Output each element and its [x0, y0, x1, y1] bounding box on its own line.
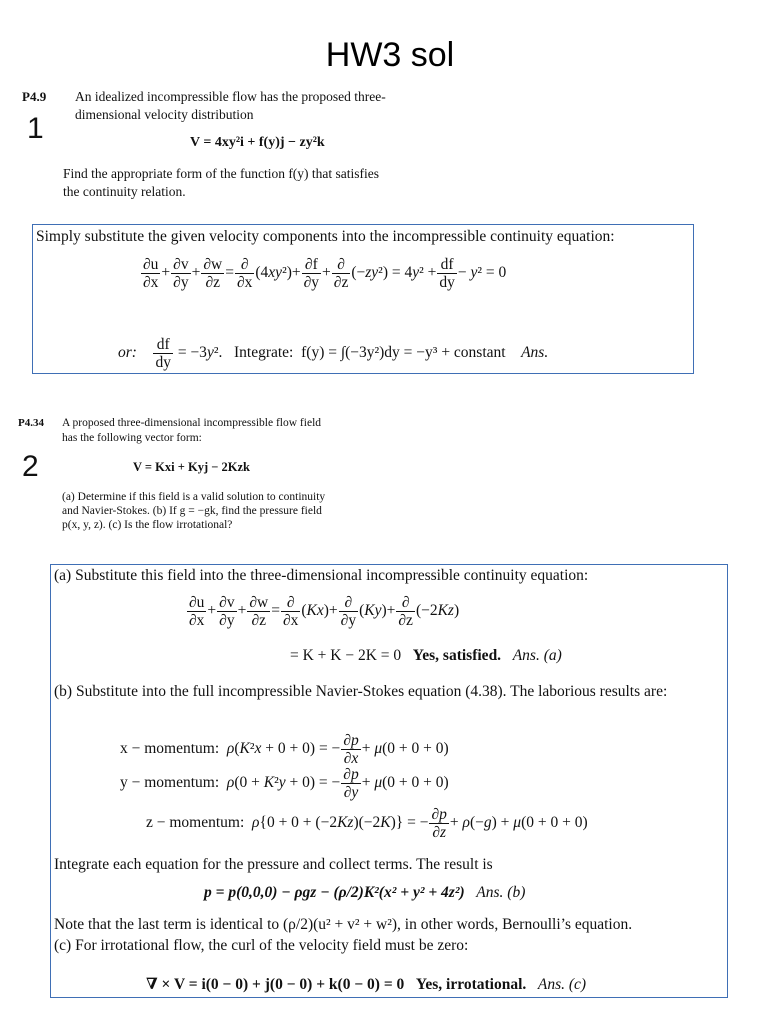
problem-number: P4.34	[18, 417, 44, 429]
problem-text: A proposed three-dimensional incompressible flow field has the following vector form:	[62, 417, 322, 444]
solution-intro: Simply substitute the given velocity components into the incompressible continuity equation:	[36, 228, 615, 245]
velocity-field: V = 4xy²i + f(y)j − zy²k	[190, 135, 325, 150]
continuity-check: $\frac{\partial u}{\partial x}$ + $\frac{\partial v}{\partial y}$ + $\frac{\partial w}{\partial z}$ = $\frac{\partial}{\partial x}$ (Kx)+ $\frac{\partial}{\partial y}$ (Ky)+ $\frac{\partial}{\partial z}$ (−2Kz)	[189, 594, 460, 629]
part-b-intro: (b) Substitute into the full incompressible Navier-Stokes equation (4.38). The laborious results are:	[54, 683, 668, 700]
integration-result: or: $\frac{df}{dy}$ = −3y². Integrate: f(y) = ∫(−3y²)dy = −y³ + constant Ans.	[118, 336, 549, 371]
problem-question: Find the appropriate form of the function f(y) that satisfies the continuity relation.	[63, 166, 380, 199]
problem-number: P4.9	[22, 89, 47, 104]
bernoulli-note: Note that the last term is identical to (ρ/2)(u² + v² + w²), in other words, Bernoulli’s equation.	[54, 916, 633, 933]
part-a-intro: (a) Substitute this field into the three-dimensional incompressible continuity equation:	[54, 567, 589, 584]
part-c-intro: (c) For irrotational flow, the curl of the velocity field must be zero:	[54, 937, 469, 954]
problem-label: 2	[22, 450, 39, 483]
z-momentum: z − momentum: ρ{0 + 0 + (−2Kz)(−2K)} = − $\frac{\partial p}{\partial z}$ + ρ(−g) + μ(0 + 0 + 0)	[146, 806, 588, 841]
continuity-equation: $\frac{\partial u}{\partial x}$ + $\frac{\partial v}{\partial y}$ + $\frac{\partial w}{\partial z}$ = $\frac{\partial}{\partial x}$ (4xy²)+ $\frac{\partial f}{\partial y}$ + $\frac{\partial}{\partial z}$ (−zy²) = 4y² + $\frac{df}{dy}$ − y² = 0	[143, 256, 507, 291]
page-title: HW3 sol	[325, 36, 455, 74]
continuity-result: = K + K − 2K = 0 Yes, satisfied. Ans. (a)	[290, 647, 562, 664]
pressure-result: p = p(0,0,0) − ρgz − (ρ/2)K²(x² + y² + 4z²) Ans. (b)	[204, 884, 526, 901]
y-momentum: y − momentum: ρ(0 + K²y + 0) = − $\frac{\partial p}{\partial y}$ + μ(0 + 0 + 0)	[120, 766, 449, 801]
problem-text: An idealized incompressible flow has the proposed three- dimensional velocity distribution	[75, 89, 386, 122]
problem-question: (a) Determine if this field is a valid solution to continuity and Navier-Stokes. (b) If g = −gk, find the pressure field p(x, y, z). (c) Is the flow irrotational?	[62, 491, 326, 531]
problem-label: 1	[27, 112, 44, 145]
velocity-field: V = Kxi + Kyj − 2Kzk	[133, 460, 250, 474]
integrate-text: Integrate each equation for the pressure and collect terms. The result is	[54, 856, 493, 873]
curl-result: ∇ × V = i(0 − 0) + j(0 − 0) + k(0 − 0) = 0 Yes, irrotational. Ans. (c)	[146, 976, 587, 993]
x-momentum: x − momentum: ρ(K²x + 0 + 0) = − $\frac{\partial p}{\partial x}$ + μ(0 + 0 + 0)	[120, 732, 449, 767]
